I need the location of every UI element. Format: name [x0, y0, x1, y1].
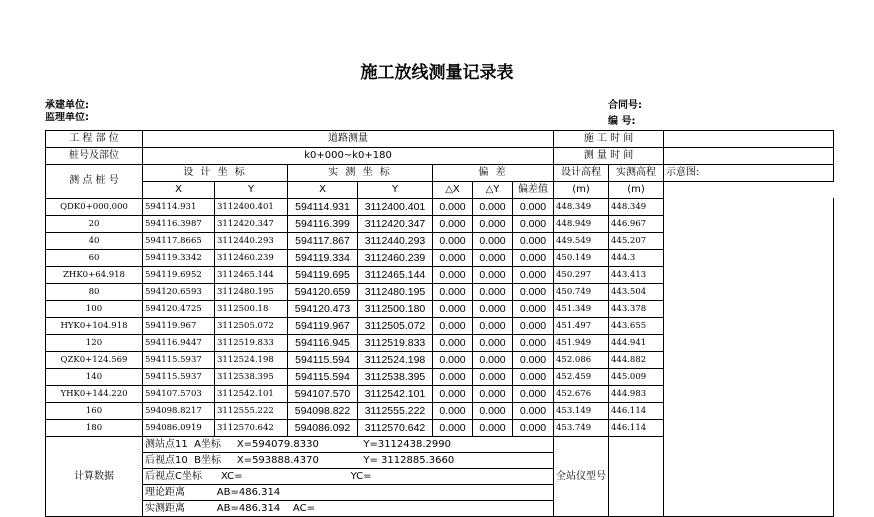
project-part-value: 道路测量 — [143, 131, 554, 148]
contractor-label: 承建单位: — [45, 100, 89, 111]
measured-y-cell: 3112440.293 — [358, 232, 433, 249]
dev-value-cell: 0.000 — [513, 283, 554, 300]
dev-value-cell: 0.000 — [513, 402, 554, 419]
design-x-cell: 594119.6952 — [143, 266, 215, 283]
serial-no-label: 编 号: — [608, 116, 636, 127]
measured-x-cell: 594116.945 — [288, 334, 358, 351]
dev-value-cell: 0.000 — [513, 249, 554, 266]
dy-cell: 0.000 — [473, 368, 513, 385]
measured-y-cell: 3112465.144 — [358, 266, 433, 283]
design-y-cell: 3112538.395 — [215, 368, 288, 385]
table-row — [46, 198, 834, 215]
dx-cell: 0.000 — [433, 215, 473, 232]
measured-x-cell: 594115.594 — [288, 368, 358, 385]
survey-time-value[interactable] — [664, 148, 834, 165]
sketch-label: 示意图: — [664, 165, 834, 182]
point-cell: 20 — [46, 215, 143, 232]
calc-line: 测站点11 A坐标 X=594079.8330 Y=3112438.2990 — [143, 436, 554, 452]
measured-elev-cell: 443.504 — [609, 283, 664, 300]
dx-cell: 0.000 — [433, 419, 473, 436]
design-elev-cell: 450.149 — [554, 249, 609, 266]
dy-cell: 0.000 — [473, 215, 513, 232]
design-elev-cell: 453.749 — [554, 419, 609, 436]
measured-y-cell: 3112570.642 — [358, 419, 433, 436]
point-cell: 100 — [46, 300, 143, 317]
design-y-cell: 3112480.195 — [215, 283, 288, 300]
design-x-cell: 594120.6593 — [143, 283, 215, 300]
measured-elev-cell: 448.349 — [609, 198, 664, 215]
calc-line: 实测距离 AB=486.314 AC= — [143, 500, 554, 516]
design-y-cell: 3112542.101 — [215, 385, 288, 402]
design-elev-cell: 450.749 — [554, 283, 609, 300]
sketch-canvas — [664, 198, 834, 516]
dx-cell: 0.000 — [433, 283, 473, 300]
measured-x-cell: 594116.399 — [288, 215, 358, 232]
measured-x-cell: 594120.659 — [288, 283, 358, 300]
dev-value-cell: 0.000 — [513, 351, 554, 368]
design-elev-cell: 450.297 — [554, 266, 609, 283]
dx-cell: 0.000 — [433, 402, 473, 419]
dx-cell: 0.000 — [433, 351, 473, 368]
design-x-cell: 594107.5703 — [143, 385, 215, 402]
dx-cell: 0.000 — [433, 232, 473, 249]
design-x-header: X — [143, 182, 215, 199]
measured-x-cell: 594114.931 — [288, 198, 358, 215]
design-x-cell: 594120.4725 — [143, 300, 215, 317]
measured-y-cell: 3112400.401 — [358, 198, 433, 215]
design-y-cell: 3112505.072 — [215, 317, 288, 334]
measured-elev-cell: 446.967 — [609, 215, 664, 232]
design-x-cell: 594115.5937 — [143, 368, 215, 385]
design-y-cell: 3112460.239 — [215, 249, 288, 266]
dy-cell: 0.000 — [473, 385, 513, 402]
survey-record-table — [45, 130, 834, 517]
point-cell: 60 — [46, 249, 143, 266]
station-value: k0+000~k0+180 — [143, 148, 554, 165]
dy-cell: 0.000 — [473, 317, 513, 334]
design-x-cell: 594114.931 — [143, 198, 215, 215]
dev-value-cell: 0.000 — [513, 266, 554, 283]
dy-cell: 0.000 — [473, 249, 513, 266]
deviation-label: 偏 差 — [433, 165, 554, 182]
point-cell: HYK0+104.918 — [46, 317, 143, 334]
calc-line: 后视点10 B坐标 X=593888.4370 Y= 3112885.3660 — [143, 452, 554, 468]
measured-elev-unit: (m) — [609, 182, 664, 199]
dx-cell: 0.000 — [433, 317, 473, 334]
design-elev-cell: 448.949 — [554, 215, 609, 232]
calc-line: 后视点C坐标 XC= YC= — [143, 468, 554, 484]
instrument-model-value[interactable] — [609, 436, 664, 516]
point-cell: 160 — [46, 402, 143, 419]
measured-elev-cell: 446.114 — [609, 402, 664, 419]
construction-time-value[interactable] — [664, 131, 834, 148]
design-elev-cell: 449.549 — [554, 232, 609, 249]
design-x-cell: 594119.3342 — [143, 249, 215, 266]
measured-elev-cell: 443.413 — [609, 266, 664, 283]
point-cell: QZK0+124.569 — [46, 351, 143, 368]
dy-cell: 0.000 — [473, 402, 513, 419]
dx-cell: 0.000 — [433, 249, 473, 266]
measured-y-cell: 3112555.222 — [358, 402, 433, 419]
dev-value-cell: 0.000 — [513, 334, 554, 351]
measured-elev-cell: 445.009 — [609, 368, 664, 385]
design-y-cell: 3112524.198 — [215, 351, 288, 368]
survey-time-label: 测 量 时 间 — [554, 148, 664, 165]
measured-x-cell: 594107.570 — [288, 385, 358, 402]
point-cell: 140 — [46, 368, 143, 385]
project-part-label: 工 程 部 位 — [46, 131, 143, 148]
station-label: 桩号及部位 — [46, 148, 143, 165]
dy-header: △Y — [473, 182, 513, 199]
point-cell: QDK0+000.000 — [46, 198, 143, 215]
measured-y-cell: 3112480.195 — [358, 283, 433, 300]
measured-y-cell: 3112542.101 — [358, 385, 433, 402]
dev-value-cell: 0.000 — [513, 198, 554, 215]
dev-value-cell: 0.000 — [513, 385, 554, 402]
design-elev-cell: 453.149 — [554, 402, 609, 419]
design-x-cell: 594086.0919 — [143, 419, 215, 436]
design-coords-label: 设 计 坐 标 — [143, 165, 288, 182]
point-cell: 180 — [46, 419, 143, 436]
sketch-area — [664, 182, 834, 199]
dev-value-cell: 0.000 — [513, 317, 554, 334]
dev-value-cell: 0.000 — [513, 215, 554, 232]
design-x-cell: 594115.5937 — [143, 351, 215, 368]
design-x-cell: 594117.8665 — [143, 232, 215, 249]
point-cell: YHK0+144.220 — [46, 385, 143, 402]
measured-elev-cell: 444.882 — [609, 351, 664, 368]
design-elev-cell: 451.497 — [554, 317, 609, 334]
measured-y-cell: 3112538.395 — [358, 368, 433, 385]
point-no-label: 测 点 桩 号 — [46, 165, 143, 199]
instrument-model-label: 全站仪型号 — [554, 436, 609, 516]
design-elev-cell: 451.949 — [554, 334, 609, 351]
measured-y-cell: 3112420.347 — [358, 215, 433, 232]
design-y-cell: 3112400.401 — [215, 198, 288, 215]
dev-value-cell: 0.000 — [513, 368, 554, 385]
supervisor-label: 监理单位: — [45, 112, 89, 123]
dy-cell: 0.000 — [473, 334, 513, 351]
design-y-header: Y — [215, 182, 288, 199]
design-x-cell: 594098.8217 — [143, 402, 215, 419]
dx-cell: 0.000 — [433, 266, 473, 283]
design-y-cell: 3112420.347 — [215, 215, 288, 232]
design-elev-cell: 452.676 — [554, 385, 609, 402]
measured-x-cell: 594098.822 — [288, 402, 358, 419]
dy-cell: 0.000 — [473, 283, 513, 300]
point-cell: 120 — [46, 334, 143, 351]
dy-cell: 0.000 — [473, 266, 513, 283]
dx-cell: 0.000 — [433, 334, 473, 351]
dy-cell: 0.000 — [473, 198, 513, 215]
contract-no-label: 合同号: — [608, 100, 642, 111]
point-cell: 40 — [46, 232, 143, 249]
dx-cell: 0.000 — [433, 385, 473, 402]
dx-cell: 0.000 — [433, 198, 473, 215]
design-elev-cell: 452.086 — [554, 351, 609, 368]
dy-cell: 0.000 — [473, 351, 513, 368]
dev-value-cell: 0.000 — [513, 419, 554, 436]
design-elev-label: 设计高程 — [554, 165, 609, 182]
dx-cell: 0.000 — [433, 368, 473, 385]
design-elev-cell: 452.459 — [554, 368, 609, 385]
measured-coords-label: 实 测 坐 标 — [288, 165, 433, 182]
measured-x-cell: 594119.334 — [288, 249, 358, 266]
construction-time-label: 施 工 时 间 — [554, 131, 664, 148]
measured-y-cell: 3112524.198 — [358, 351, 433, 368]
dev-value-cell: 0.000 — [513, 300, 554, 317]
dev-value-header: 偏差值 — [513, 182, 554, 199]
measured-y-cell: 3112460.239 — [358, 249, 433, 266]
design-x-cell: 594116.9447 — [143, 334, 215, 351]
dev-value-cell: 0.000 — [513, 232, 554, 249]
page-title: 施工放线测量记录表 — [360, 63, 514, 83]
point-cell: ZHK0+64.918 — [46, 266, 143, 283]
measured-elev-cell: 445.207 — [609, 232, 664, 249]
dy-cell: 0.000 — [473, 419, 513, 436]
dy-cell: 0.000 — [473, 300, 513, 317]
design-x-cell: 594116.3987 — [143, 215, 215, 232]
design-elev-unit: (m) — [554, 182, 609, 199]
measured-elev-cell: 443.655 — [609, 317, 664, 334]
design-y-cell: 3112570.642 — [215, 419, 288, 436]
measured-x-cell: 594120.473 — [288, 300, 358, 317]
measured-x-header: X — [288, 182, 358, 199]
design-y-cell: 3112500.18 — [215, 300, 288, 317]
measured-elev-cell: 443.378 — [609, 300, 664, 317]
measured-elev-label: 实测高程 — [609, 165, 664, 182]
measured-y-cell: 3112519.833 — [358, 334, 433, 351]
design-x-cell: 594119.967 — [143, 317, 215, 334]
design-y-cell: 3112465.144 — [215, 266, 288, 283]
measured-x-cell: 594115.594 — [288, 351, 358, 368]
measured-x-cell: 594119.695 — [288, 266, 358, 283]
design-elev-cell: 448.349 — [554, 198, 609, 215]
measured-y-cell: 3112505.072 — [358, 317, 433, 334]
measured-x-cell: 594086.092 — [288, 419, 358, 436]
measured-elev-cell: 446.114 — [609, 419, 664, 436]
dy-cell: 0.000 — [473, 232, 513, 249]
measured-y-cell: 3112500.180 — [358, 300, 433, 317]
design-y-cell: 3112519.833 — [215, 334, 288, 351]
measured-elev-cell: 444.3 — [609, 249, 664, 266]
calc-line: 理论距离 AB=486.314 — [143, 484, 554, 500]
point-cell: 80 — [46, 283, 143, 300]
measured-elev-cell: 444.941 — [609, 334, 664, 351]
measured-elev-cell: 444.983 — [609, 385, 664, 402]
dx-header: △X — [433, 182, 473, 199]
design-elev-cell: 451.349 — [554, 300, 609, 317]
dx-cell: 0.000 — [433, 300, 473, 317]
design-y-cell: 3112440.293 — [215, 232, 288, 249]
measured-x-cell: 594117.867 — [288, 232, 358, 249]
calc-data-label: 计算数据 — [46, 436, 143, 516]
measured-y-header: Y — [358, 182, 433, 199]
measured-x-cell: 594119.967 — [288, 317, 358, 334]
design-y-cell: 3112555.222 — [215, 402, 288, 419]
